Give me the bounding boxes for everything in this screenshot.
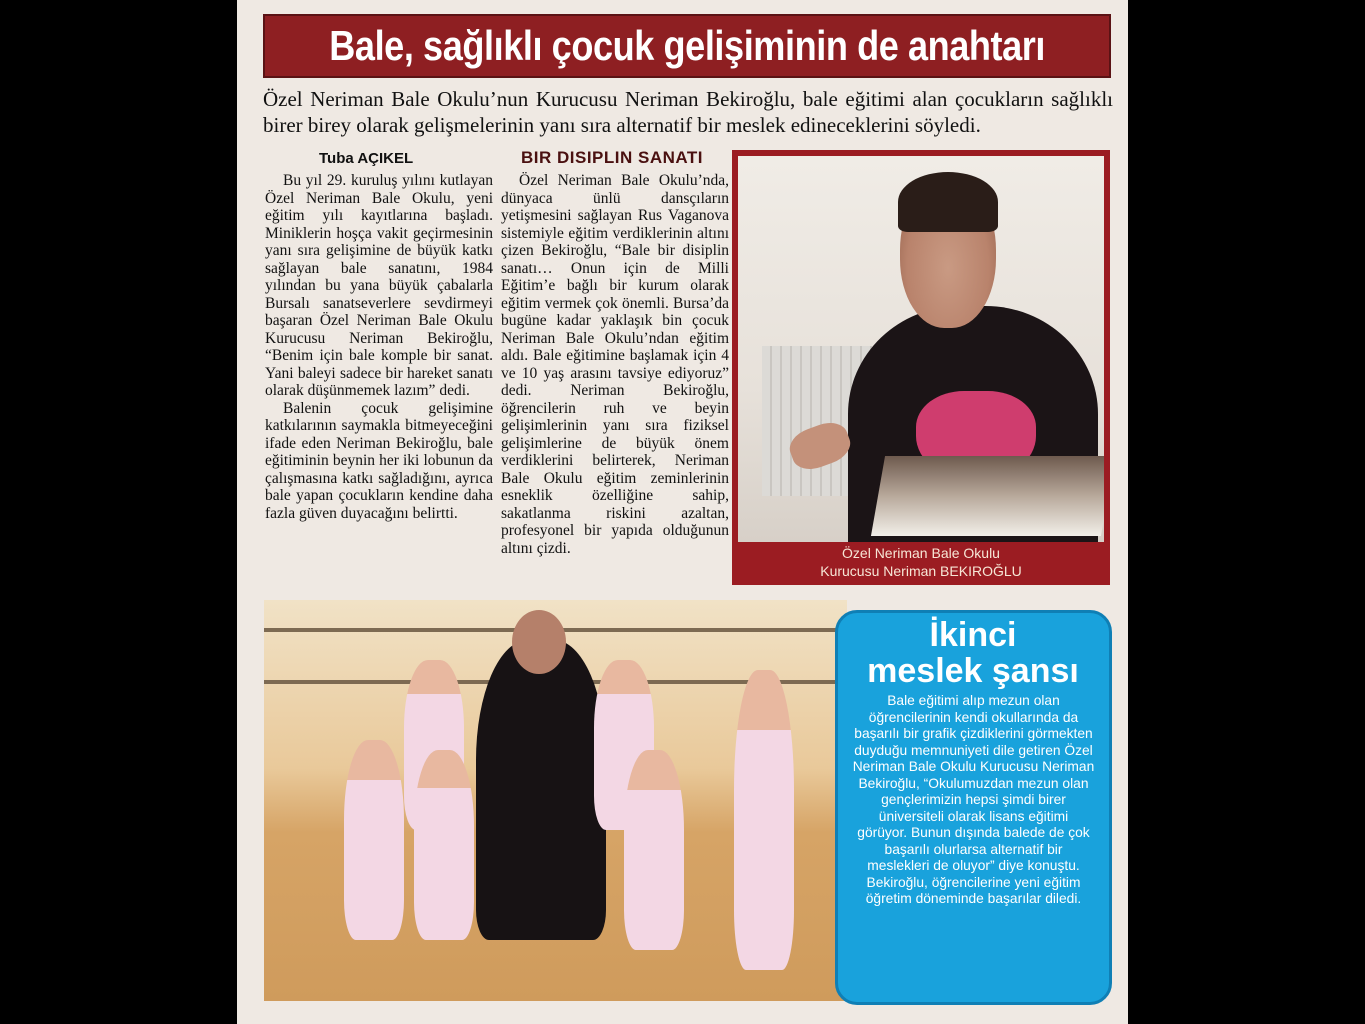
column1-paragraph-2: Balenin çocuk gelişimine katkılarının saymakla bitmeyeceğini ifade eden Neriman Bekiroğlu, bale eğitiminin beynin her iki lobunun da çalışmasına katkı sağladığını, ayrıca bale yapan çocukların kendine daha fazla güven duyacağını belirtti.	[265, 399, 493, 522]
ballet-class-photo	[264, 600, 847, 1001]
sidebar-title	[838, 617, 1108, 689]
sidebar-box	[835, 610, 1112, 1005]
article-column-2	[501, 172, 729, 557]
caption-line-1: Özel Neriman Bale Okulu	[842, 545, 1000, 561]
student-figure	[624, 750, 684, 950]
photo-caption	[732, 544, 1110, 580]
article-column-1	[265, 172, 493, 522]
student-figure	[344, 740, 404, 940]
subheading: BIR DISIPLIN SANATI	[521, 148, 704, 167]
column1-paragraph-1: Bu yıl 29. kuruluş yılını kutlayan Özel Neriman Bale Okulu, yeni eğitim yılı kayıtlarına başladı. Miniklerin hoşça vakit geçirmesinin yanı sıra gelişimine de büyük katkı sağlayan bale sanatını, 1984 yılından bu yana büyük çabalarla Bursalı sanatseverlere sevdirmeyi başaran Özel Neriman Bale Okulu Kurucusu Neriman Bekiroğlu, “Benim için bale komple bir sanat. Yani baleyi sadece bir hareket sanatı olarak düşünmemek lazım” dedi.	[265, 172, 493, 399]
founder-hair-shape	[898, 172, 998, 232]
photo-album-shape	[871, 456, 1104, 536]
student-figure	[734, 670, 794, 970]
portrait-photo	[738, 156, 1104, 542]
teacher-head	[512, 610, 566, 674]
portrait-photo-frame	[732, 150, 1110, 585]
byline: Tuba AÇIKEL	[319, 150, 414, 167]
sidebar-text	[852, 693, 1095, 908]
sidebar-paragraph: Bale eğitimi alıp mezun olan öğrencilerinin kendi okullarında da başarılı bir grafik çizdiklerini görmekten duyduğu memnuniyeti dile getiren Özel Neriman Bale Okulu Kurucusu Neriman Bekiroğlu, “Okulumuzdan mezun olan gençlerimizin hepsi şimdi birer üniversiteli olarak lisans eğitimi görüyor. Bunun dışında balede de çok başarılı olurlarsa alternatif bir meslekleri de oluyor” diye konuştu. Bekiroğlu, öğrencilerine yeni eğitim öğretim döneminde başarılar diledi.	[852, 693, 1095, 906]
sidebar-title-line-2: meslek şansı	[867, 652, 1079, 690]
lead-paragraph: Özel Neriman Bale Okulu’nun Kurucusu Neriman Bekiroğlu, bale eğitimi alan çocukların sağlıklı birer birey olarak gelişmelerinin yanı sıra alternatif bir meslek edineceklerini söyledi.	[263, 87, 1113, 137]
headline: Bale, sağlıklı çocuk gelişiminin de anahtarı	[329, 22, 1045, 69]
teacher-figure	[476, 640, 606, 940]
student-figure	[414, 750, 474, 940]
caption-line-2: Kurucusu Neriman BEKIROĞLU	[820, 563, 1022, 579]
column2-paragraph-1: Özel Neriman Bale Okulu’nda, dünyaca ünlü dansçıların yetişmesini sağlayan Rus Vaganova sistemiyle eğitim verdiklerinin altını çizen Bekiroğlu, “Bale bir disiplin sanatı… Onun için de Milli Eğitim’e bağlı bir kurum olarak eğitim vermek çok önemli. Bursa’da bugüne kadar yaklaşık bin çocuk Neriman Bale Okulu’ndan eğitim aldı. Bale eğitimine başlamak için 4 ve 10 yaş arasını tavsiye ediyoruz” dedi. Neriman Bekiroğlu, öğrencilerin ruh ve beyin gelişimlerinin yanı sıra fiziksel gelişimlerine de büyük önem verdiklerini belirterek, Neriman Bale Okulu eğitim zeminlerinin esneklik özelliğine sahip, sakatlanma riskini azaltan, profesyonel bir yapıda olduğunun altını çizdi.	[501, 172, 729, 557]
sidebar-title-line-1: İkinci	[929, 616, 1017, 654]
headline-banner	[263, 14, 1111, 78]
newspaper-page	[237, 0, 1128, 1024]
